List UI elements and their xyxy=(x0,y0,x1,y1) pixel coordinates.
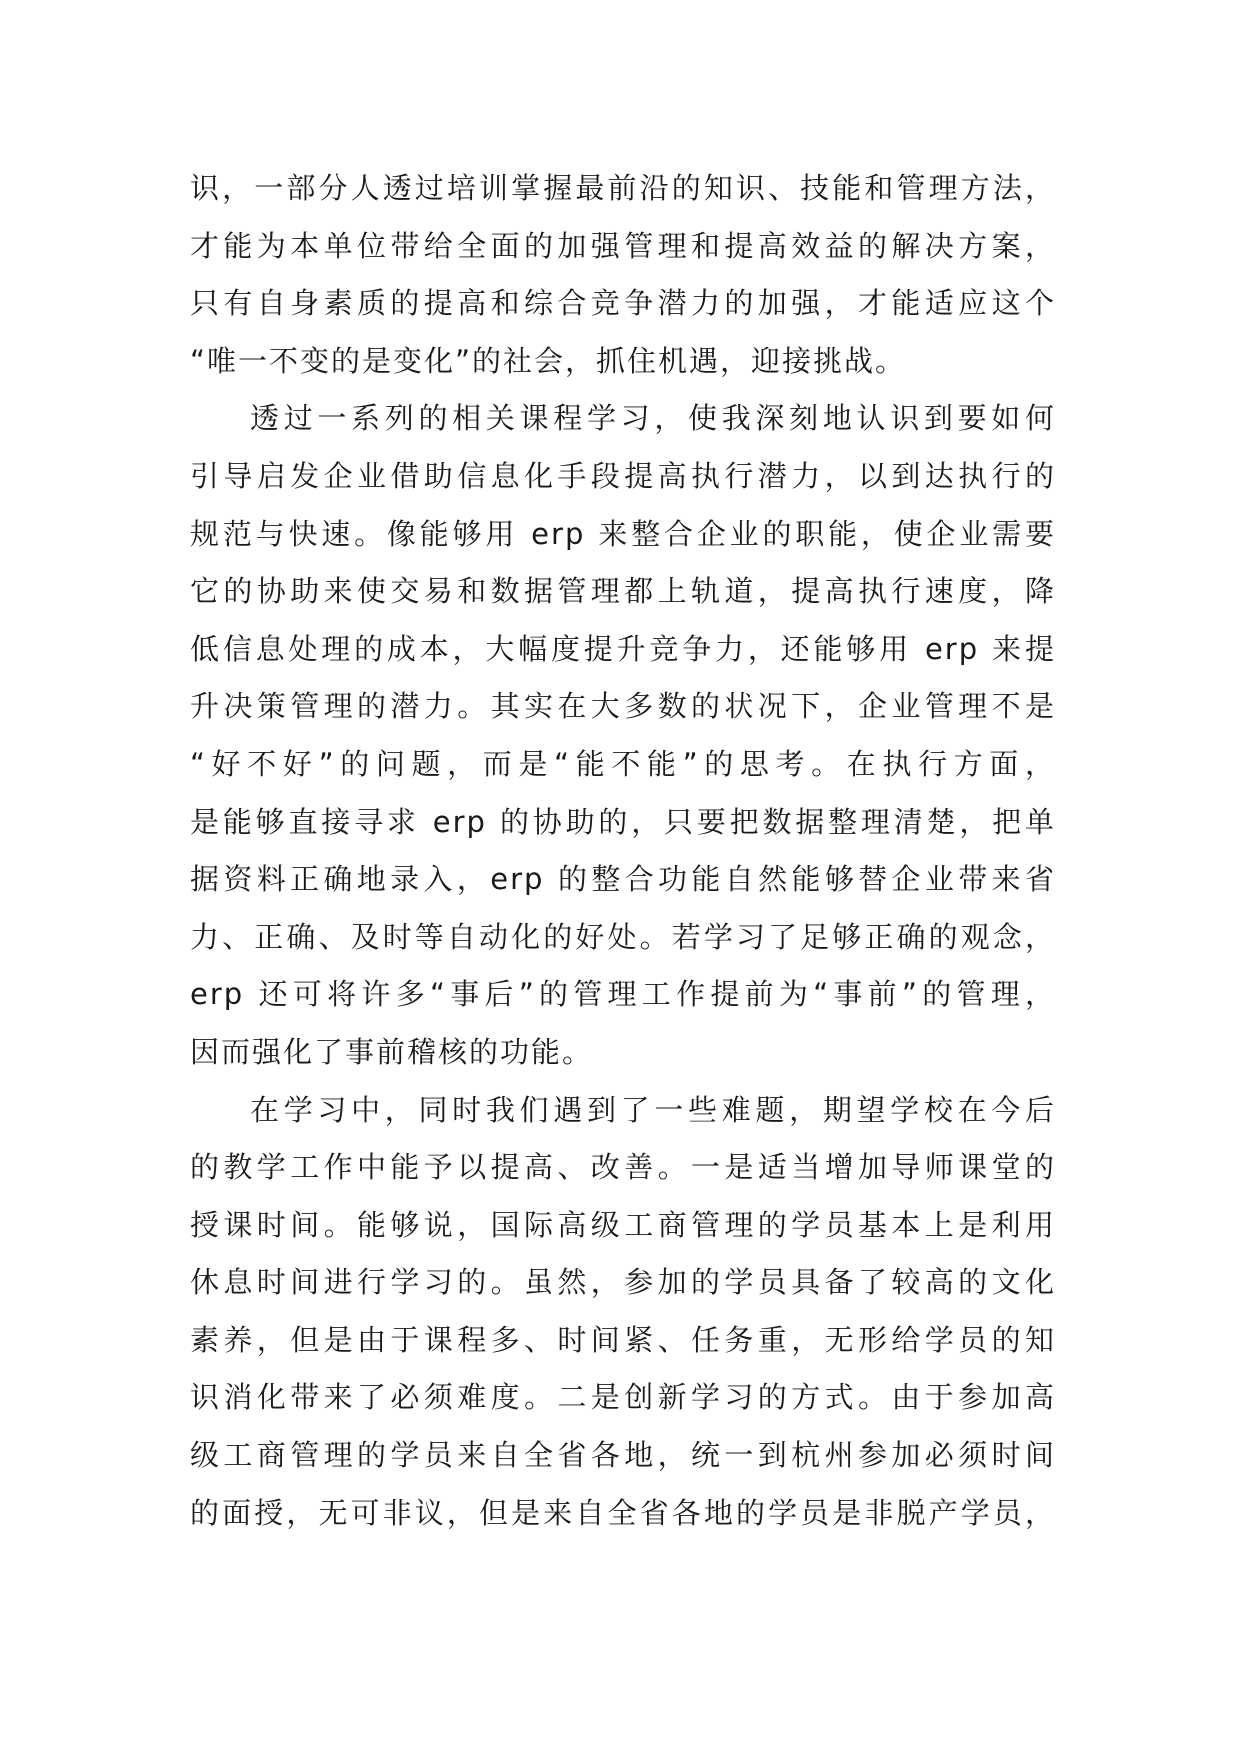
text-line: “唯一不变的是变化”的社会，抓住机遇，迎接挑战。 xyxy=(190,343,907,378)
text-line: 它的协助来使交易和数据管理都上轨道，提高执行速度，降 xyxy=(190,574,1056,609)
text-line: 低信息处理的成本，大幅度提升竞争力，还能够用 erp 来提 xyxy=(190,631,1056,666)
text-line: 识消化带来了必须难度。二是创新学习的方式。由于参加高 xyxy=(190,1380,1056,1415)
text-line: 才能为本单位带给全面的加强管理和提高效益的解决方案， xyxy=(190,228,1056,263)
paragraph-2 xyxy=(190,390,1056,1081)
text-line: 休息时间进行学习的。虽然，参加的学员具备了较高的文化 xyxy=(190,1265,1056,1300)
document-body xyxy=(190,160,1056,1542)
text-line: 级工商管理的学员来自全省各地，统一到杭州参加必须时间 xyxy=(190,1438,1056,1473)
text-line: 授课时间。能够说，国际高级工商管理的学员基本上是利用 xyxy=(190,1207,1056,1242)
text-line: 规范与快速。像能够用 erp 来整合企业的职能，使企业需要 xyxy=(190,516,1056,551)
text-line: “好不好”的问题，而是“能不能”的思考。在执行方面， xyxy=(190,746,1056,781)
text-line: 只有自身素质的提高和综合竞争潜力的加强，才能适应这个 xyxy=(190,286,1056,321)
text-line: 升决策管理的潜力。其实在大多数的状况下，企业管理不是 xyxy=(190,689,1056,724)
text-line: erp 还可将许多“事后”的管理工作提前为“事前”的管理， xyxy=(190,977,1056,1012)
text-line: 是能够直接寻求 erp 的协助的，只要把数据整理清楚，把单 xyxy=(190,804,1056,839)
text-line: 在学习中，同时我们遇到了一些难题，期望学校在今后 xyxy=(250,1092,1056,1127)
paragraph-3 xyxy=(190,1082,1056,1543)
text-line: 透过一系列的相关课程学习，使我深刻地认识到要如何 xyxy=(250,401,1056,436)
text-line: 引导启发企业借助信息化手段提高执行潜力，以到达执行的 xyxy=(190,458,1056,493)
paragraph-1 xyxy=(190,160,1056,390)
text-line: 识，一部分人透过培训掌握最前沿的知识、技能和管理方法， xyxy=(190,171,1056,205)
text-line: 的教学工作中能予以提高、改善。一是适当增加导师课堂的 xyxy=(190,1150,1056,1185)
text-line: 力、正确、及时等自动化的好处。若学习了足够正确的观念， xyxy=(190,919,1056,954)
text-line: 因而强化了事前稽核的功能。 xyxy=(190,1034,594,1069)
text-line: 的面授，无可非议，但是来自全省各地的学员是非脱产学员， xyxy=(190,1495,1056,1530)
text-line: 据资料正确地录入，erp 的整合功能自然能够替企业带来省 xyxy=(190,862,1056,897)
text-line: 素养，但是由于课程多、时间紧、任务重，无形给学员的知 xyxy=(190,1322,1056,1357)
